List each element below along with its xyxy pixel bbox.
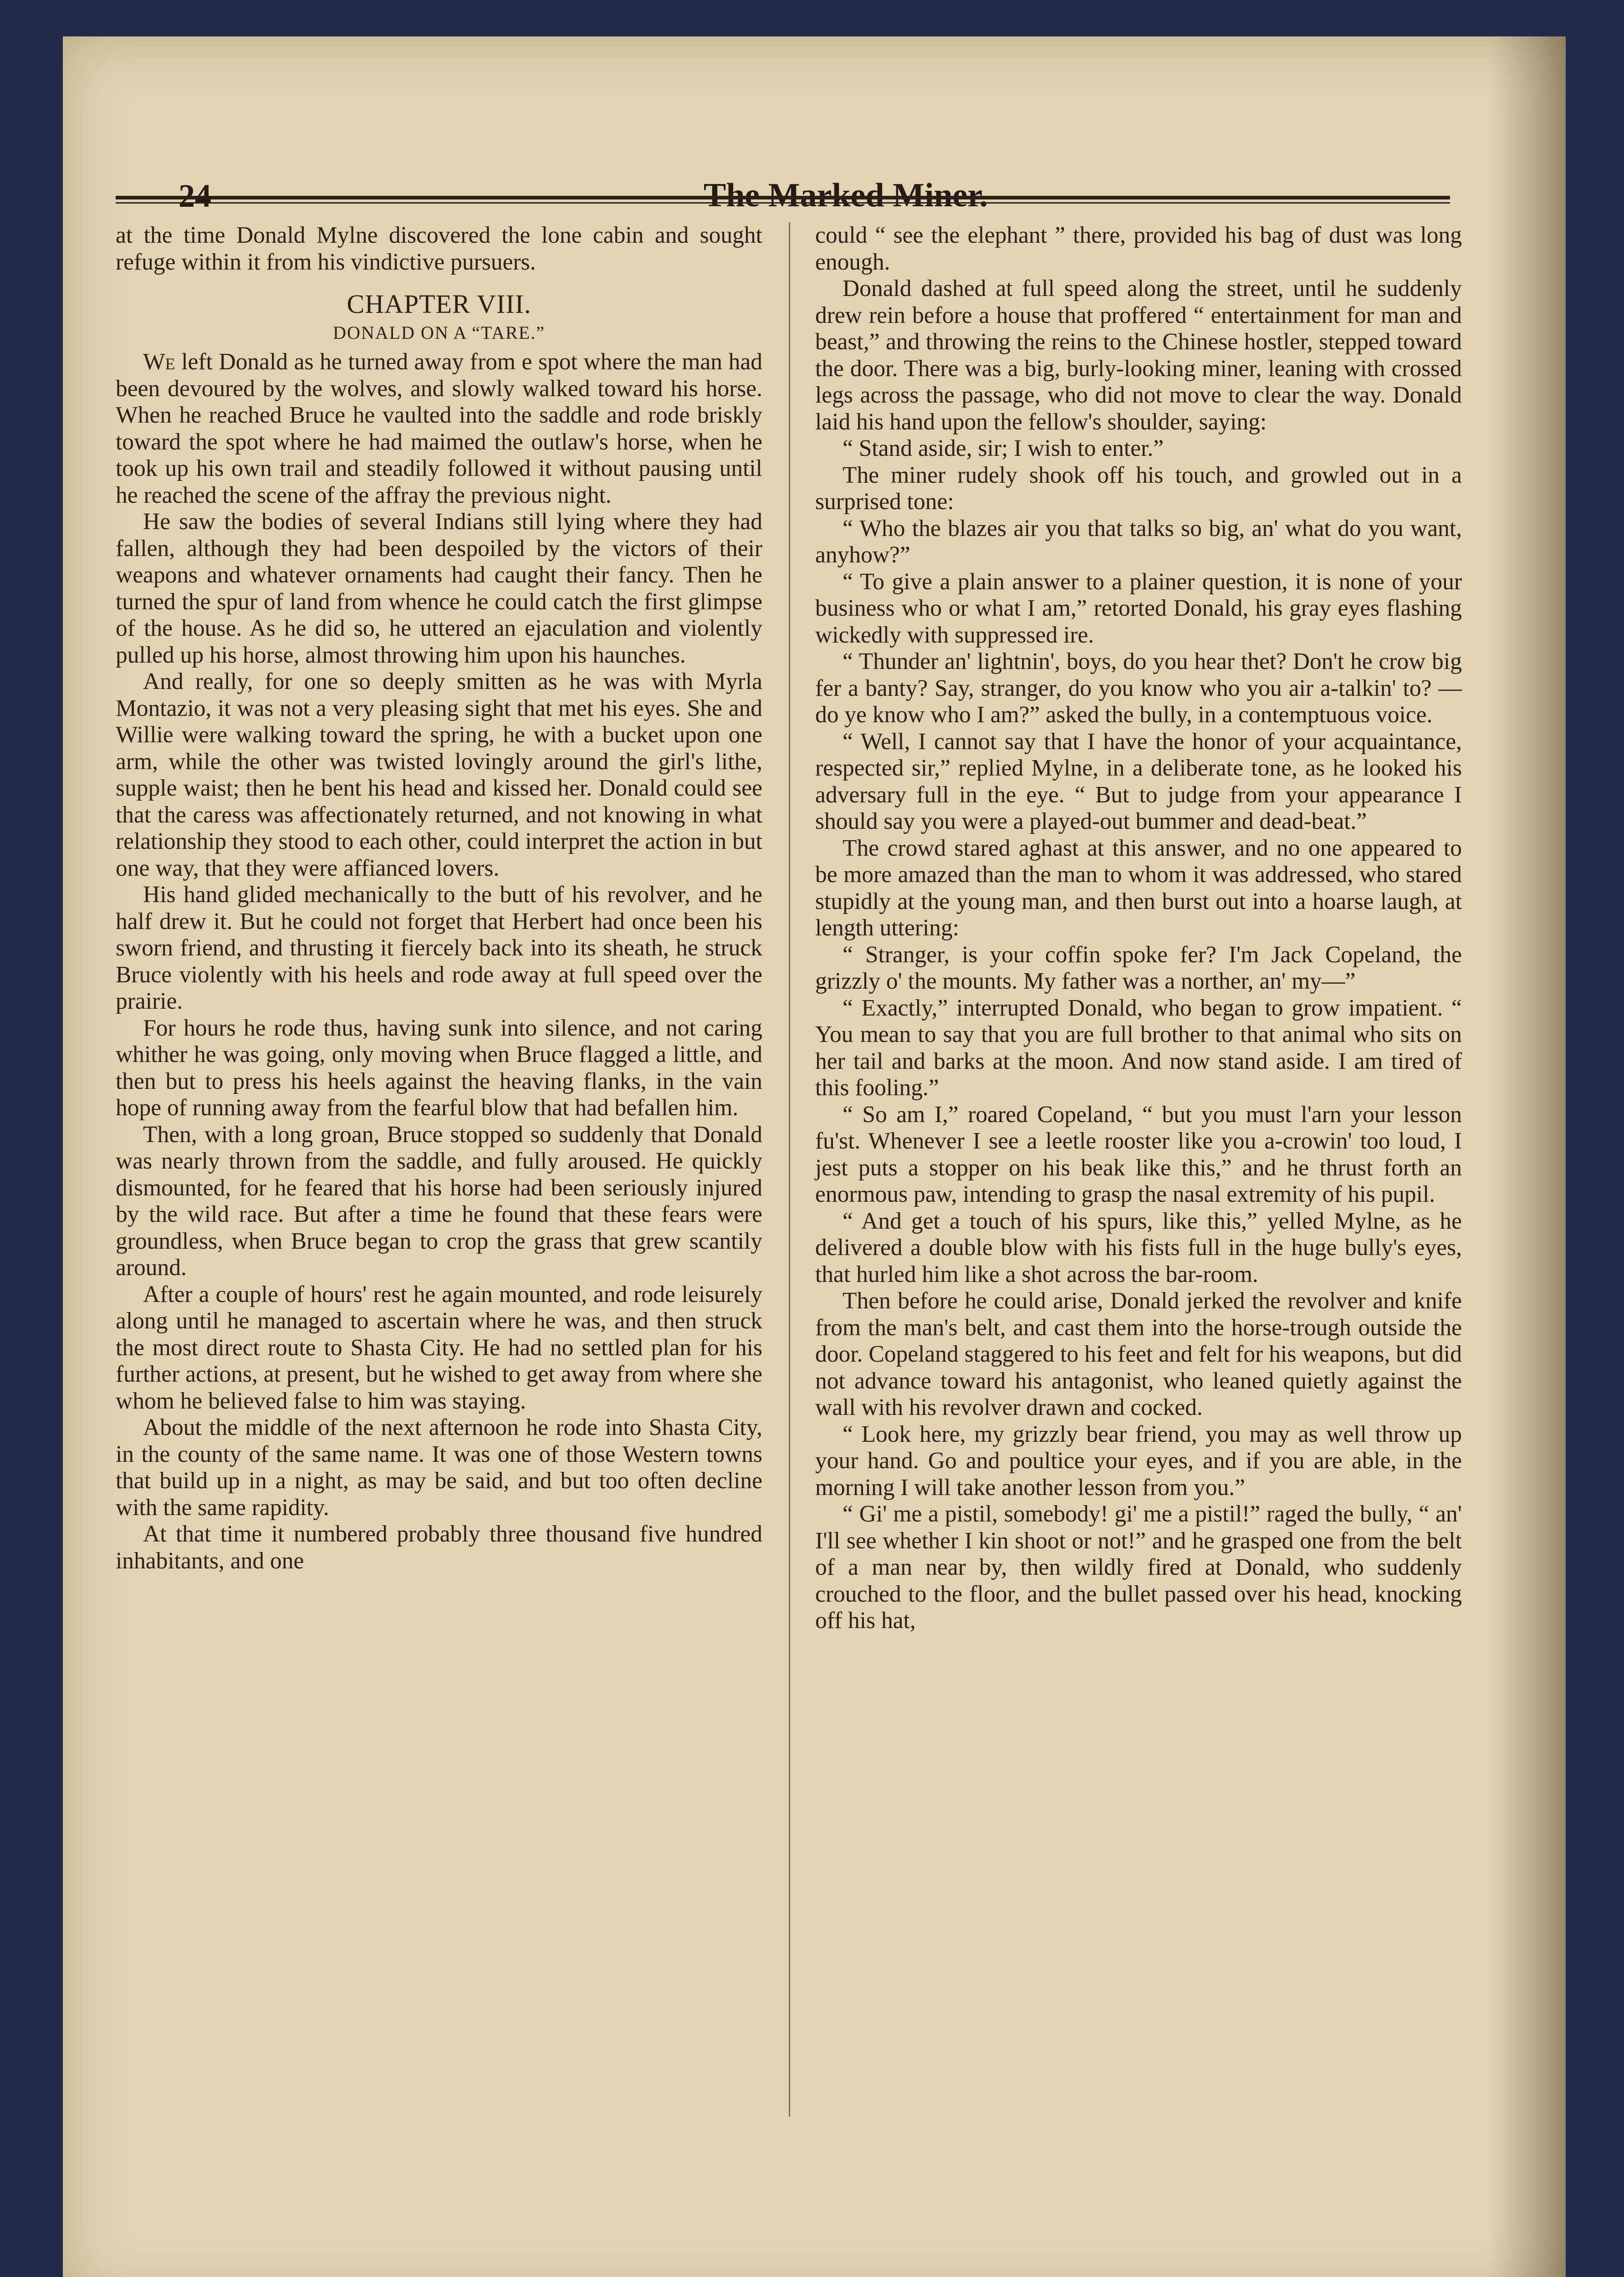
paragraph: “ And get a touch of his spurs, like this,” yelled Mylne, as he delivered a double blow with his fists full in the huge bully's eyes, that hurled him like a shot across the bar-room. — [815, 1208, 1462, 1287]
paragraph: Then before he could arise, Donald jerked the revolver and knife from the man's belt, and cast them into the horse-trough outside the door. Copeland staggered to his feet and felt for his weapons, but did not advance toward his antagonist, who leaned quietly against the wall with his revolver drawn and cocked. — [815, 1288, 1462, 1420]
column-divider — [789, 222, 790, 2117]
paragraph: The miner rudely shook off his touch, and growled out in a surprised tone: — [815, 462, 1462, 515]
running-title: The Marked Miner. — [703, 177, 988, 214]
paragraph: His hand glided mechanically to the butt of his revolver, and he half drew it. But he could not forget that Herbert had once been his sworn friend, and thrusting it fiercely back into its sheath, he struck Bruce violently with his heels and rode away at full speed over the prairie. — [116, 882, 762, 1014]
right-column — [815, 222, 1462, 2144]
lead-word: We — [143, 349, 175, 375]
paragraph: “ Exactly,” interrupted Donald, who began to grow impatient. “ You mean to say that you are full brother to that animal who sits on her tail and barks at the moon. And now stand aside. I am tired of this fooling.” — [815, 995, 1462, 1101]
paragraph: And really, for one so deeply smitten as he was with Myrla Montazio, it was not a very pleasing sight that met his eyes. She and Willie were walking toward the spring, he with a bucket upon one arm, while the other was twisted lovingly around the girl's lithe, supple waist; then he bent his head and kissed her. Donald could see that the caress was affectionately returned, and not knowing in what relationship they stood to each other, could interpret the action in but one way, that they were affianced lovers. — [116, 669, 762, 881]
paragraph: “ Stand aside, sir; I wish to enter.” — [843, 435, 1164, 461]
paragraph: “ Look here, my grizzly bear friend, you may as well throw up your hand. Go and poultice your eyes, and if you are able, in the morning I will take another lesson from you.” — [815, 1421, 1462, 1501]
paragraph: “ To give a plain answer to a plainer question, it is none of your business who or what I am,” retorted Donald, his gray eyes flashing wickedly with suppressed ire. — [815, 568, 1462, 648]
paragraph: could “ see the elephant ” there, provided his bag of dust was long enough. — [815, 222, 1462, 275]
chapter-title: CHAPTER VIII. — [347, 289, 531, 319]
paragraph: The crowd stared aghast at this answer, and no one appeared to be more amazed than the man to whom it was addressed, who stared stupidly at the young man, and then burst out into a hoarse laugh, at length uttering: — [815, 835, 1462, 941]
paragraph-text: left Donald as he turned away from e spot where the man had been devoured by the wolves, and slowly walked toward his horse. When he reached Bruce he vaulted into the saddle and rode briskly toward the spot where he had maimed the outlaw's horse, when he took up his own trail and steadily followed it without pausing until he reached the scene of the affray the previous night. — [116, 349, 762, 508]
left-column — [116, 222, 762, 2144]
paragraph: “ Who the blazes air you that talks so big, an' what do you want, anyhow?” — [815, 515, 1462, 568]
paragraph — [116, 349, 762, 509]
paragraph: About the middle of the next afternoon he rode into Shasta City, in the county of the same name. It was one of those Western towns that build up in a night, as may be said, and but too often decline with the same rapidity. — [116, 1414, 762, 1521]
paragraph: After a couple of hours' rest he again mounted, and rode leisurely along until he managed to ascertain where he was, and then struck the most direct route to Shasta City. He had no settled plan for his further actions, at present, but he wished to get away from where she whom he believed false to him was staying. — [116, 1281, 762, 1414]
paragraph: Donald dashed at full speed along the street, until he suddenly drew rein before a house that proffered “ entertainment for man and beast,” and throwing the reins to the Chinese hostler, stepped toward the door. There was a big, burly-looking miner, leaning with crossed legs across the passage, who did not move to clear the way. Donald laid his hand upon the fellow's shoulder, saying: — [815, 276, 1462, 435]
page-header — [179, 150, 1513, 219]
paragraph: At that time it numbered probably three thousand five hundred inhabitants, and one — [116, 1521, 762, 1574]
paragraph: “ Well, I cannot say that I have the honor of your acquaintance, respected sir,” replied Mylne, in a deliberate tone, as he looked his adversary full in the eye. “ But to judge from your appearance I should say you were a played-out bummer and dead-beat.” — [815, 728, 1462, 834]
paragraph: at the time Donald Mylne discovered the lone cabin and sought refuge within it from his vindictive pursuers. — [116, 222, 762, 275]
paragraph: For hours he rode thus, having sunk into silence, and not caring whither he was going, only moving when Bruce flagged a little, and then but to press his heels against the heaving flanks, in the vain hope of running away from the fearful blow that had befallen him. — [116, 1015, 762, 1121]
chapter-subtitle: DONALD ON A “TARE.” — [333, 322, 545, 343]
paragraph: “ Stranger, is your coffin spoke fer? I'm Jack Copeland, the grizzly o' the mounts. My father was a norther, an' my—” — [815, 941, 1462, 994]
paragraph: “ So am I,” roared Copeland, “ but you must l'arn your lesson fu'st. Whenever I see a leetle rooster like you a-crowin' too loud, I jest puts a stopper on his beak like this,” and he thrust forth an enormous paw, intending to grasp the nasal extremity of his pupil. — [815, 1101, 1462, 1207]
paragraph: “ Gi' me a pistil, somebody! gi' me a pistil!” raged the bully, “ an' I'll see whether I kin shoot or not!” and he grasped one from the belt of a man near by, then wildly fired at Donald, who suddenly crouched to the floor, and the bullet passed over his head, knocking off his hat, — [815, 1501, 1462, 1634]
paragraph: Then, with a long groan, Bruce stopped so suddenly that Donald was nearly thrown from the saddle, and fully aroused. He quickly dismounted, for he feared that his horse had been seriously injured by the wild race. But after a time he found that these fears were groundless, when Bruce began to crop the grass that grew scantily around. — [116, 1121, 762, 1281]
header-rule — [116, 196, 1450, 204]
page-number: 24 — [179, 178, 211, 214]
paragraph: He saw the bodies of several Indians still lying where they had fallen, although they had been despoiled by the victors of their weapons and whatever ornaments had caught their fancy. Then he turned the spur of land from whence he could catch the first glimpse of the house. As he did so, he uttered an ejaculation and violently pulled up his horse, almost throwing him upon his haunches. — [116, 509, 762, 668]
paragraph: “ Thunder an' lightnin', boys, do you hear thet? Don't he crow big fer a banty? Say, stranger, do you know who you air a-talkin' to? —do ye know who I am?” asked the bully, in a contemptuous voice. — [815, 648, 1462, 728]
